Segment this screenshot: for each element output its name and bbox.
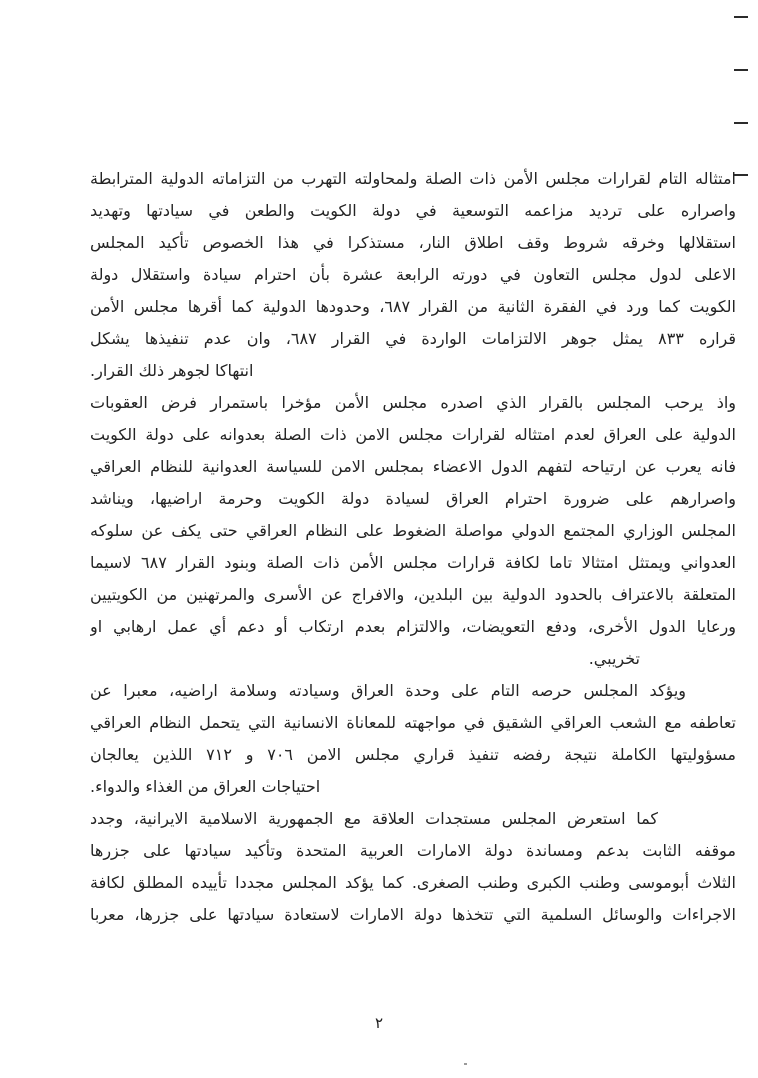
text-line: مسؤوليتها الكاملة نتيجة رفضه تنفيذ قراري مجلس الامن ٧٠٦ و ٧١٢ اللذين يعالجان — [90, 745, 736, 764]
text-line: استقلالها وخرقه شروط وقف اطلاق النار، مستذكرا في هذا الخصوص تأكيد المجلس — [90, 233, 736, 252]
text-line: تعاطفه مع الشعب العراقي الشقيق في مواجهته للمعاناة الانسانية التي يتحمل النظام العراقي — [90, 713, 736, 732]
text-line: الثلاث أبوموسى وطنب الكبرى وطنب الصغرى. كما يؤكد المجلس مجددا تأييده المطلق لكافة — [90, 873, 736, 892]
scan-artifact — [464, 1063, 467, 1065]
text-line: امتثاله التام لقرارات مجلس الأمن ذات الصلة ولمحاولته التهرب من التزاماته الدولية المترابطة — [90, 169, 736, 188]
text-line: واصرارهم على ضرورة احترام العراق لسيادة دولة الكويت وحرمة اراضيها، ويناشد — [90, 489, 736, 508]
margin-dash — [734, 69, 748, 71]
text-line: الدولية على العراق لعدم امتثاله لقرارات مجلس الامن ذات الصلة بعدوانه على دولة الكويت — [90, 425, 736, 444]
text-line: ويؤكد المجلس حرصه التام على وحدة العراق وسيادته وسلامة اراضيه، معبرا عن — [90, 681, 686, 700]
body-text — [90, 163, 736, 931]
text-line: الاجراءات والوسائل السلمية التي تتخذها دولة الامارات لاستعادة سيادتها على جزرها، معربا — [90, 905, 736, 924]
text-line: موقفه الثابت بدعم ومساندة دولة الامارات العربية المتحدة وتأكيد سيادتها على جزرها — [90, 841, 736, 860]
text-line: واصراره على ترديد مزاعمه التوسعية في دولة الكويت والطعن في سيادتها وتهديد — [90, 201, 736, 220]
text-line: الاعلى لدول مجلس التعاون في دورته الرابعة عشرة بأن احترام سيادة واستقلال دولة — [90, 265, 736, 284]
margin-dash — [734, 122, 748, 124]
margin-dash — [734, 174, 748, 176]
text-line: العدواني ويمتثل امتثالا تاما لكافة قرارات مجلس الأمن ذات الصلة وبنود القرار ٦٨٧ لاسيما — [90, 553, 736, 572]
page-number: ٢ — [374, 1014, 384, 1032]
margin-dash — [734, 16, 748, 18]
text-line: كما استعرض المجلس مستجدات العلاقة مع الجمهورية الاسلامية الايرانية، وجدد — [90, 809, 658, 828]
text-line: احتياجات العراق من الغذاء والدواء. — [90, 777, 321, 796]
text-line: الكويت كما ورد في الفقرة الثانية من القرار ٦٨٧، وحدودها الدولية كما أقرها مجلس الأمن — [90, 297, 736, 316]
text-line: واذ يرحب المجلس بالقرار الذي اصدره مجلس الأمن مؤخرا باستمرار فرض العقوبات — [90, 393, 736, 412]
text-line: قراره ٨٣٣ يمثل جوهر الالتزامات الواردة في القرار ٦٨٧، وان عدم تنفيذها يشكل — [90, 329, 736, 348]
text-line: فانه يعرب عن ارتياحه لتفهم الدول الاعضاء بمجلس الامن للسياسة العدوانية للنظام العراقي — [90, 457, 736, 476]
text-line: تخريبي. — [588, 649, 640, 668]
text-line: المجلس الوزاري المجتمع الدولي مواصلة الضغوط على النظام العراقي حتى يكف عن سلوكه — [90, 521, 736, 540]
text-line: ورعايا الدول الأخرى، ودفع التعويضات، والالتزام بعدم ارتكاب أو دعم أي عمل ارهابي او — [90, 617, 736, 636]
text-line: انتهاكا لجوهر ذلك القرار. — [90, 361, 254, 380]
text-line: المتعلقة بالاعتراف بالحدود الدولية بين البلدين، والافراج عن الأسرى والمرتهنين من الكويتيين — [90, 585, 736, 604]
